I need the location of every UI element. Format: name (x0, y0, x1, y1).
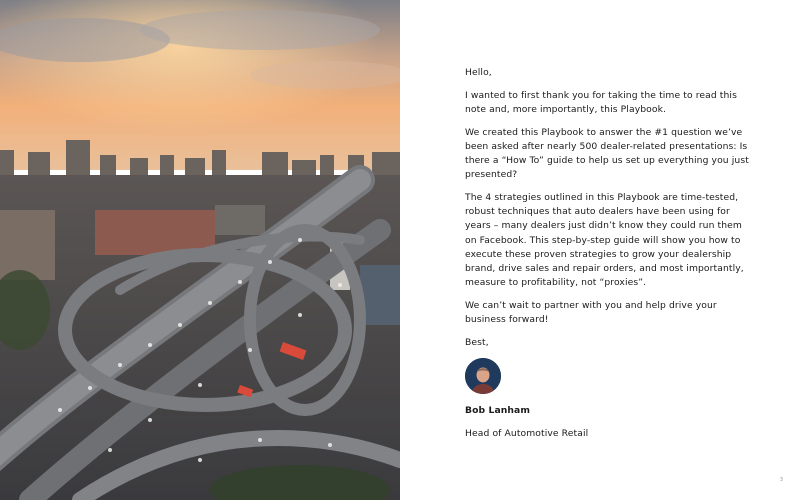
closing: Best, (465, 336, 489, 348)
signature-name: Bob Lanham (465, 405, 530, 417)
letter-paragraph: I wanted to first thank you for taking the time to read this note and, more importantly, this Playbook. (465, 89, 737, 115)
letter-paragraph: We created this Playbook to answer the #1 question we’ve been asked after nearly 500 dealer-related presentations: Is there a “How To” guide to help us set up everything you just presented? (465, 126, 749, 181)
page-number: 3 (779, 477, 783, 483)
letter-paragraph: We can’t wait to partner with you and help drive your business forward! (465, 299, 717, 326)
letter-body (465, 66, 755, 450)
avatar (465, 358, 501, 394)
greeting: Hello, (465, 67, 492, 78)
signature-title: Head of Automotive Retail (465, 428, 589, 440)
letter-paragraph: The 4 strategies outlined in this Playbook are time-tested, robust techniques that auto dealers have been using for years – many dealers just didn’t know they could run them on Facebook. This step-by-step guide will show you how to execute these proven strategies to grow your dealership brand, drive sales and repair orders, and most importantly, measure to profitability, not “proxies”. (465, 191, 744, 289)
